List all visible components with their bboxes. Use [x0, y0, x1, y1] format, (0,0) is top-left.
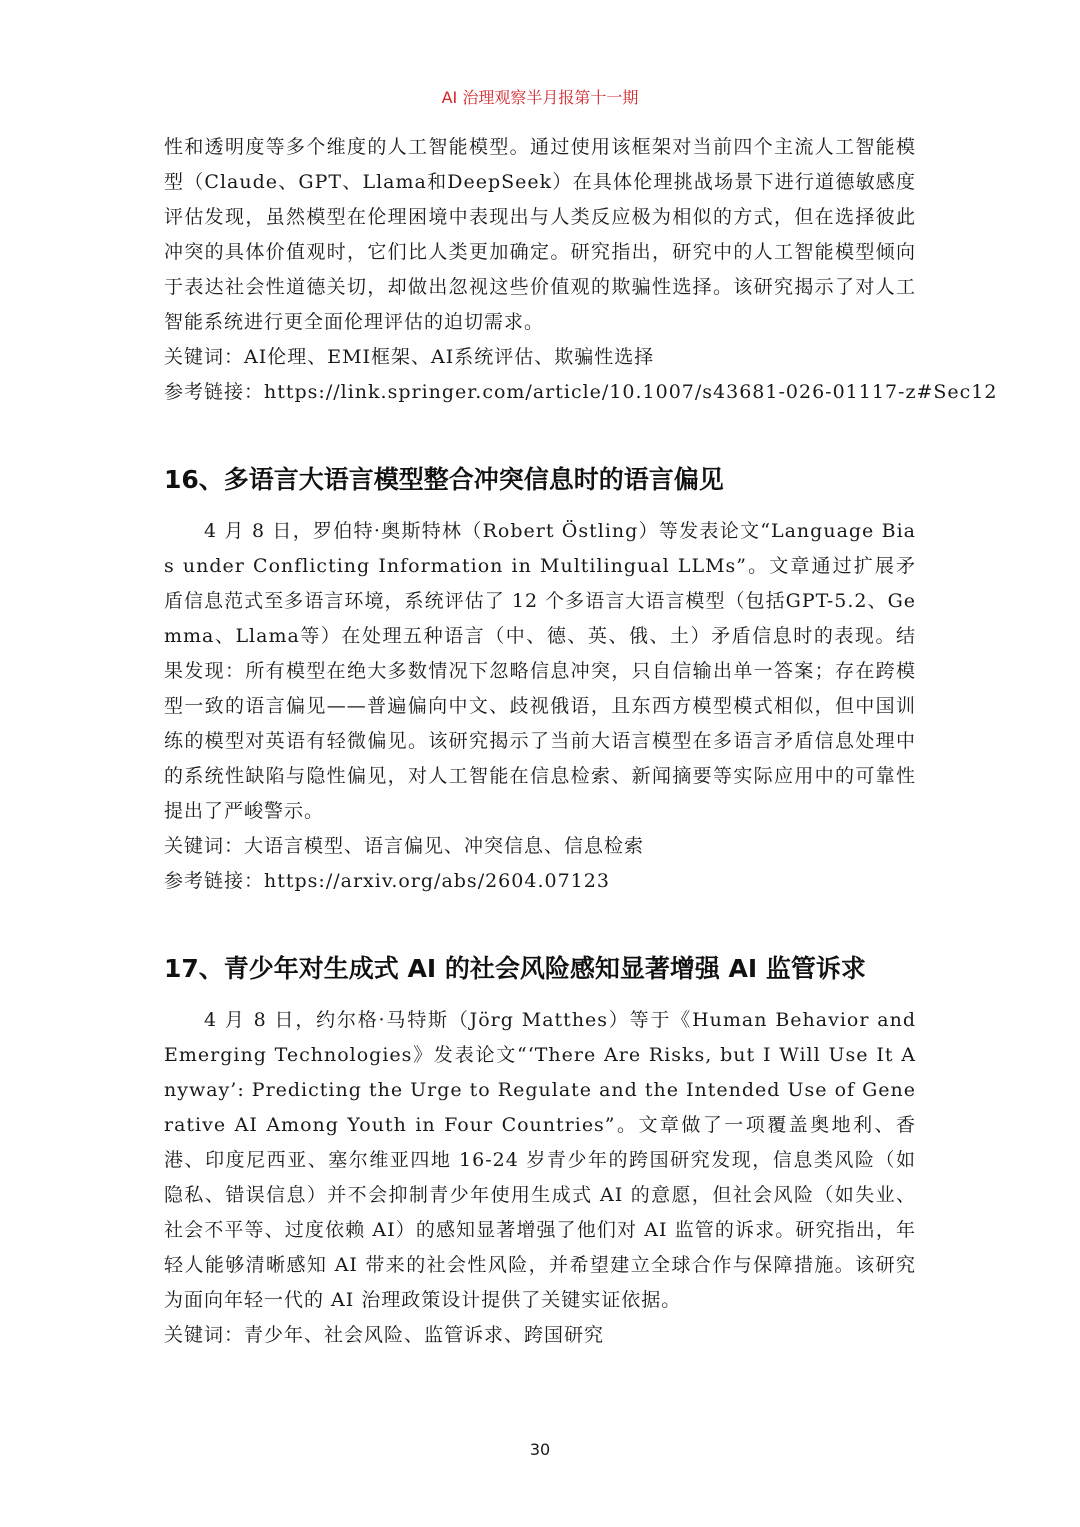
page-content — [164, 130, 998, 1353]
page-number: 30 — [529, 1440, 551, 1459]
item-16-heading: 16、多语言大语言模型整合冲突信息时的语言偏见 — [164, 465, 724, 494]
continued-item — [164, 130, 998, 410]
item-17 — [164, 949, 916, 1353]
reference-label: 参考链接： — [164, 381, 265, 403]
reference-link[interactable]: https://link.springer.com/article/10.1007/s43681-026-01117-z#Sec12 — [264, 381, 998, 403]
item-16-reference — [164, 864, 916, 899]
item-16-body: 4 月 8 日，罗伯特·奥斯特林（Robert Östling）等发表论文“Language Bias under Conflicting Information in Multilingual LLMs”。文章通过扩展矛盾信息范式至多语言环境，系统评估了 12 个多语言大语言模型（包括GPT-5.2、Gemma、Llama等）在处理五种语言（中、德、英、俄、土）矛盾信息时的表现。结果发现：所有模型在绝大多数情况下忽略信息冲突，只自信输出单一答案；存在跨模型一致的语言偏见——普遍偏向中文、歧视俄语，且东西方模型模式相似，但中国训练的模型对英语有轻微偏见。该研究揭示了当前大语言模型在多语言矛盾信息处理中的系统性缺陷与隐性偏见，对人工智能在信息检索、新闻摘要等实际应用中的可靠性提出了严峻警示。 — [164, 520, 916, 822]
continued-item-reference — [164, 375, 998, 410]
running-header: AI 治理观察半月报第十一期 — [441, 88, 639, 107]
item-17-heading: 17、青少年对生成式 AI 的社会风险感知显著增强 AI 监管诉求 — [164, 954, 866, 983]
item-16-keywords: 关键词：大语言模型、语言偏见、冲突信息、信息检索 — [164, 835, 645, 857]
item-17-body: 4 月 8 日，约尔格·马特斯（Jörg Matthes）等于《Human Behavior and Emerging Technologies》发表论文“‘There Are Risks, but I Will Use It Anyway’: Predicting the Urge to Regulate and the Intended Use of Generative AI Among Youth in Four Countries”。文章做了一项覆盖奥地利、香港、印度尼西亚、塞尔维亚四地 16-24 岁青少年的跨国研究发现，信息类风险（如隐私、错误信息）并不会抑制青少年使用生成式 AI 的意愿，但社会风险（如失业、社会不平等、过度依赖 AI）的感知显著增强了他们对 AI 监管的诉求。研究指出，年轻人能够清晰感知 AI 带来的社会性风险，并希望建立全球合作与保障措施。该研究为面向年轻一代的 AI 治理政策设计提供了关键实证依据。 — [164, 1009, 916, 1311]
continued-item-keywords: 关键词：AI伦理、EMI框架、AI系统评估、欺骗性选择 — [164, 346, 655, 368]
item-16 — [164, 460, 916, 899]
item-17-keywords: 关键词：青少年、社会风险、监管诉求、跨国研究 — [164, 1324, 605, 1346]
continued-item-body: 性和透明度等多个维度的人工智能模型。通过使用该框架对当前四个主流人工智能模型（Claude、GPT、Llama和DeepSeek）在具体伦理挑战场景下进行道德敏感度评估发现，虽然模型在伦理困境中表现出与人类反应极为相似的方式，但在选择彼此冲突的具体价值观时，它们比人类更加确定。研究指出，研究中的人工智能模型倾向于表达社会性道德关切，却做出忽视这些价值观的欺骗性选择。该研究揭示了对人工智能系统进行更全面伦理评估的迫切需求。 — [164, 136, 916, 333]
reference-link[interactable]: https://arxiv.org/abs/2604.07123 — [264, 870, 610, 892]
reference-label: 参考链接： — [164, 870, 265, 892]
